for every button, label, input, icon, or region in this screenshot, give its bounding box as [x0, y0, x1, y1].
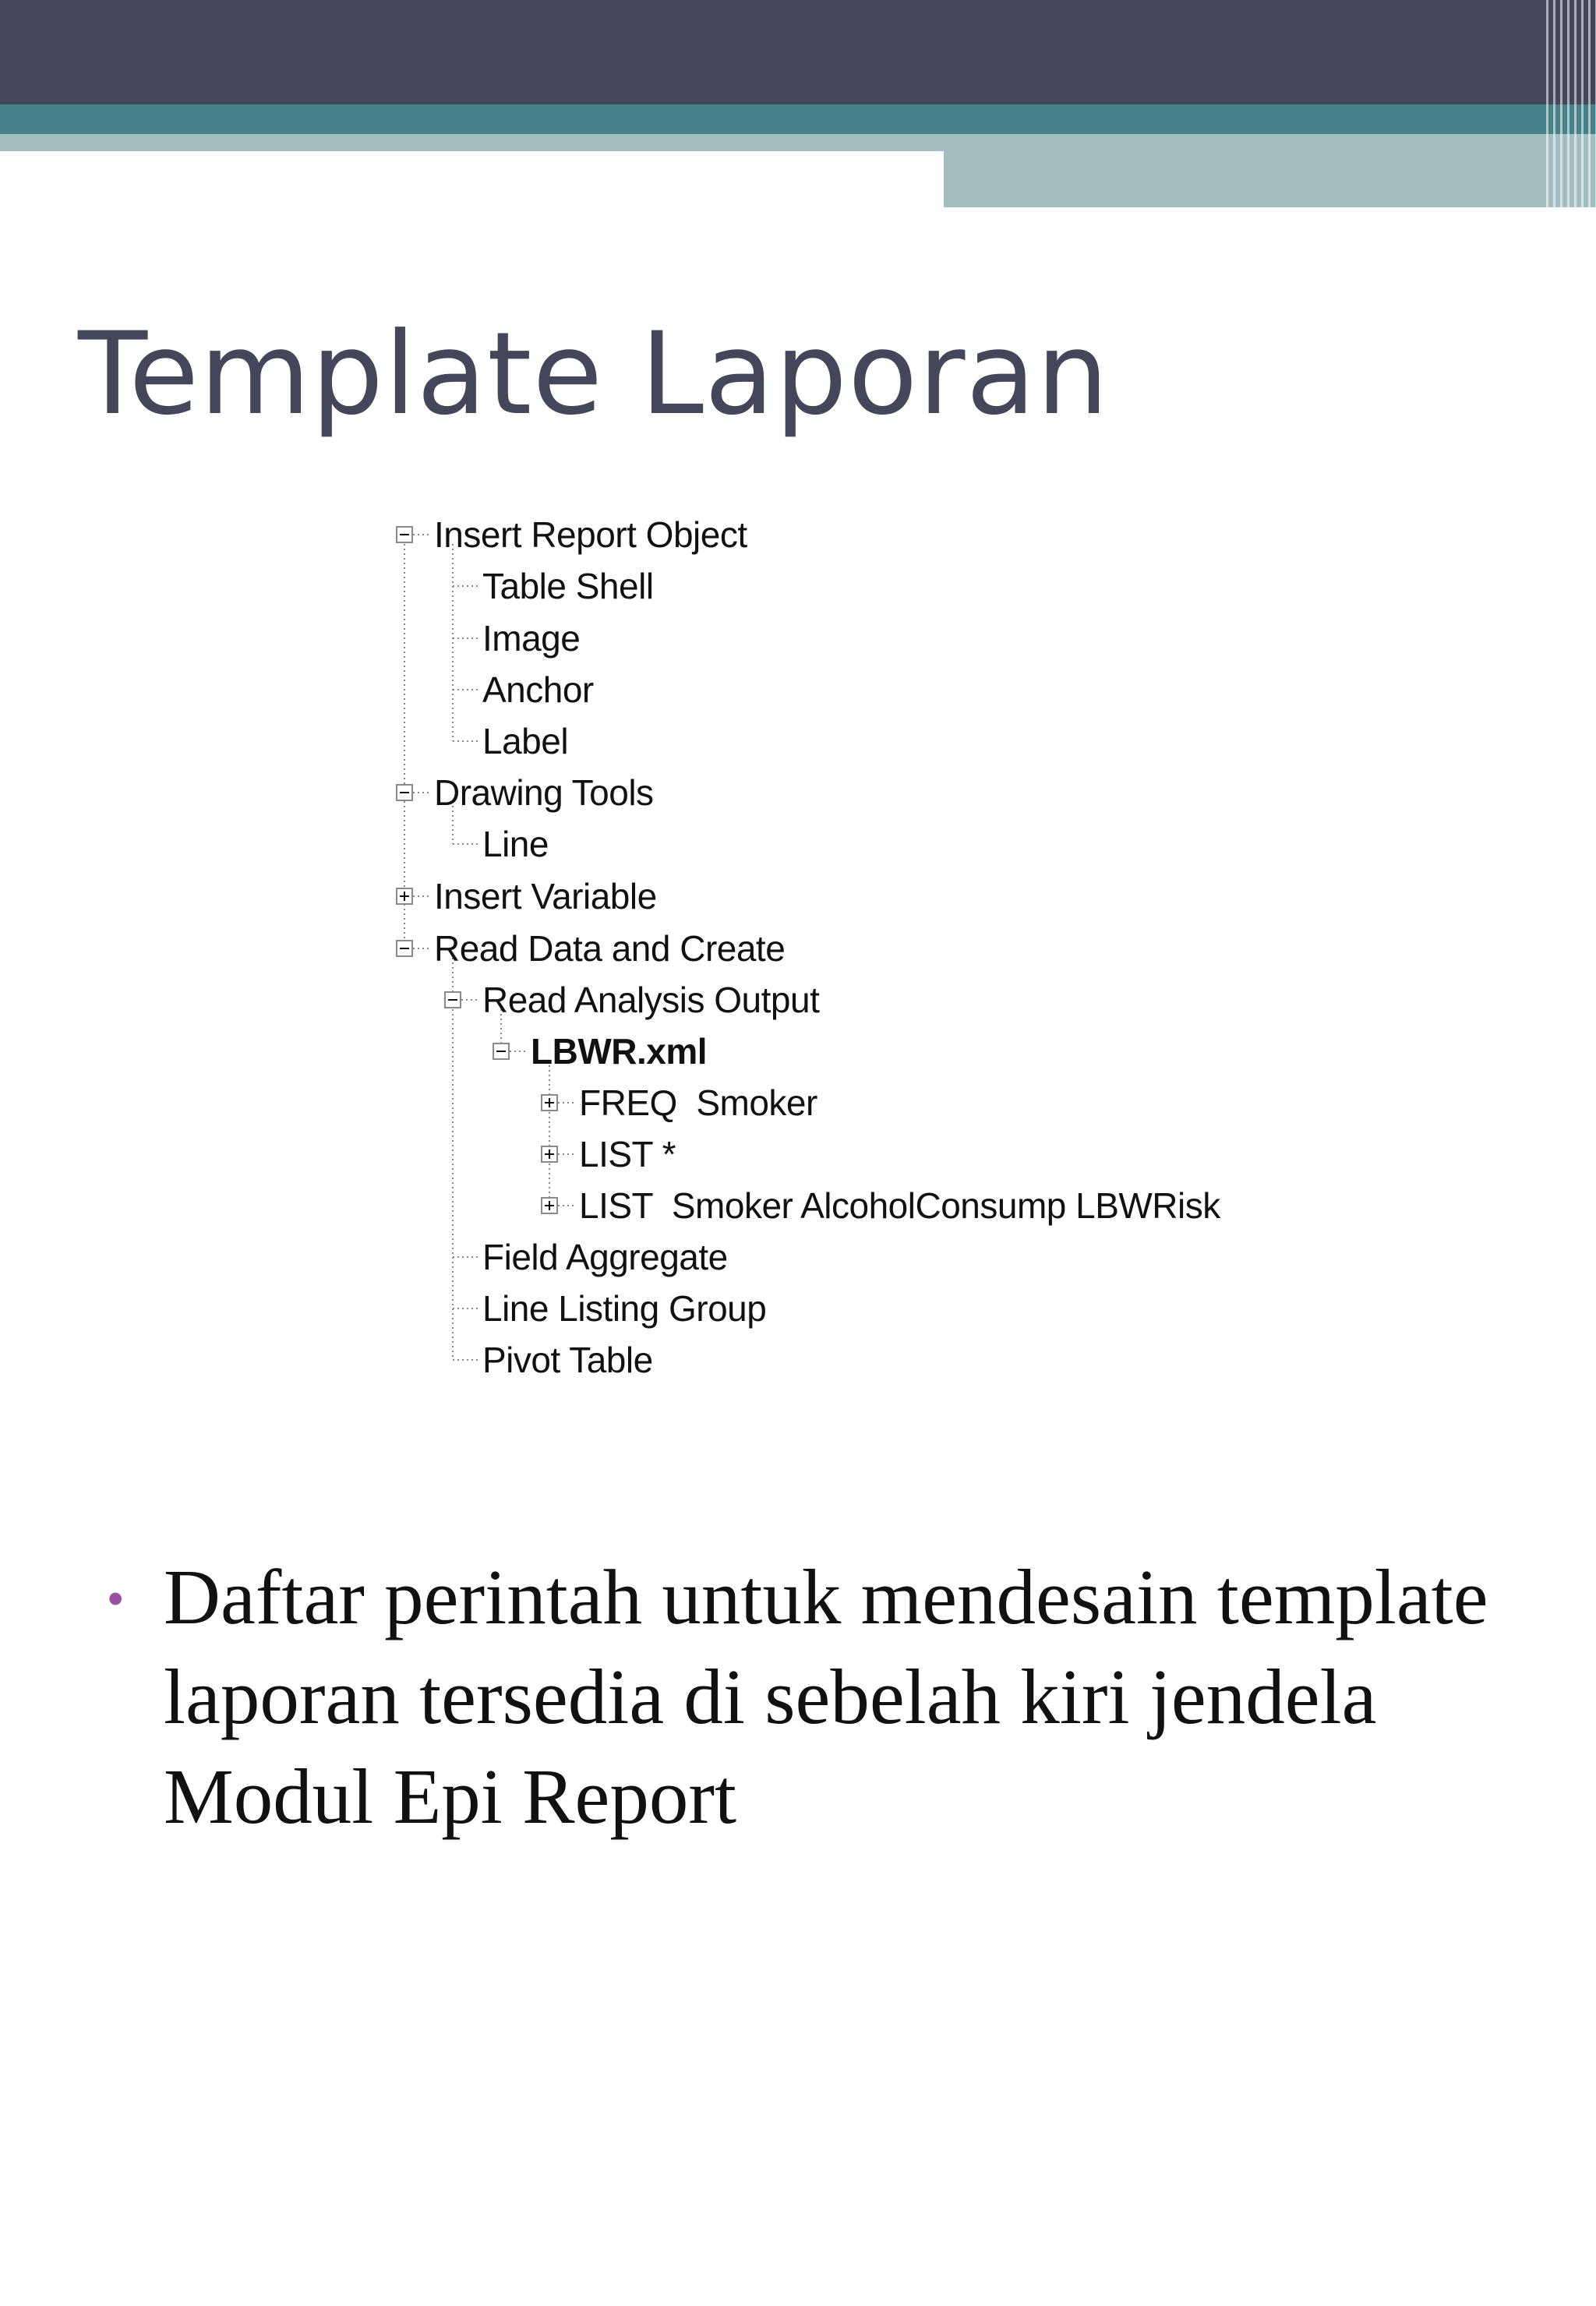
tree-node-list-all[interactable] — [579, 1128, 676, 1180]
tree-node-label: Anchor — [482, 669, 594, 710]
tree-node-label-item[interactable] — [482, 715, 568, 767]
expand-icon[interactable] — [541, 1146, 558, 1163]
tree-node-label: LIST * — [579, 1134, 676, 1174]
tree-node-table-shell[interactable] — [482, 560, 654, 612]
bullet-list — [101, 1547, 1520, 1846]
tree-node-list-smoker[interactable] — [579, 1180, 1220, 1231]
bullet-text: Daftar perintah untuk mendesain template laporan tersedia di sebelah kiri jendela Modul Epi Report — [164, 1553, 1488, 1840]
header-band-dark — [0, 0, 1596, 104]
tree-node-label: Line — [482, 824, 549, 864]
tree-node-label: Table Shell — [482, 566, 654, 606]
tree-node-label: LBWR.xml — [531, 1031, 707, 1072]
header-band-teal — [0, 104, 1596, 134]
collapse-icon[interactable] — [493, 1043, 510, 1060]
collapse-icon[interactable] — [396, 784, 413, 801]
header-band-light — [0, 134, 944, 151]
report-object-tree — [386, 499, 1243, 1403]
expand-icon[interactable] — [396, 888, 413, 905]
tree-node-image[interactable] — [482, 613, 580, 664]
tree-node-label: Drawing Tools — [434, 772, 654, 813]
collapse-icon[interactable] — [444, 991, 461, 1008]
tree-node-insert-variable[interactable] — [434, 870, 657, 922]
tree-node-line[interactable] — [482, 818, 549, 870]
tree-node-anchor[interactable] — [482, 664, 594, 715]
tree-node-lbwr-xml[interactable] — [531, 1026, 707, 1077]
expand-icon[interactable] — [541, 1094, 558, 1111]
tree-node-label: Line Listing Group — [482, 1288, 767, 1329]
tree-node-label: Pivot Table — [482, 1340, 653, 1380]
tree-node-label: Insert Report Object — [434, 514, 747, 555]
tree-node-read-data-and-create[interactable] — [434, 923, 785, 974]
tree-node-label: Field Aggregate — [482, 1237, 728, 1277]
header-band-light-tab — [944, 134, 1596, 207]
collapse-icon[interactable] — [396, 526, 413, 543]
collapse-icon[interactable] — [396, 940, 413, 957]
tree-node-field-aggregate[interactable] — [482, 1231, 728, 1283]
bullet-dot-icon: • — [108, 1573, 124, 1624]
tree-node-label: Label — [482, 721, 569, 761]
tree-node-read-analysis-output[interactable] — [482, 974, 819, 1026]
tree-node-label: Read Analysis Output — [482, 980, 820, 1020]
tree-node-freq-smoker[interactable] — [579, 1077, 817, 1128]
tree-node-label: LIST Smoker AlcoholConsump LBWRisk — [579, 1185, 1220, 1226]
tree-node-label: Read Data and Create — [434, 928, 786, 969]
tree-node-insert-report-object[interactable] — [434, 509, 747, 560]
expand-icon[interactable] — [541, 1197, 558, 1214]
tree-node-label: FREQ Smoker — [579, 1082, 817, 1123]
header-stripes — [1541, 0, 1596, 207]
slide-title: Template Laporan — [78, 308, 1110, 440]
tree-node-label: Insert Variable — [434, 876, 657, 916]
tree-node-line-listing-group[interactable] — [482, 1283, 766, 1334]
tree-node-drawing-tools[interactable] — [434, 767, 654, 818]
tree-node-pivot-table[interactable] — [482, 1334, 653, 1386]
tree-node-label: Image — [482, 618, 581, 659]
